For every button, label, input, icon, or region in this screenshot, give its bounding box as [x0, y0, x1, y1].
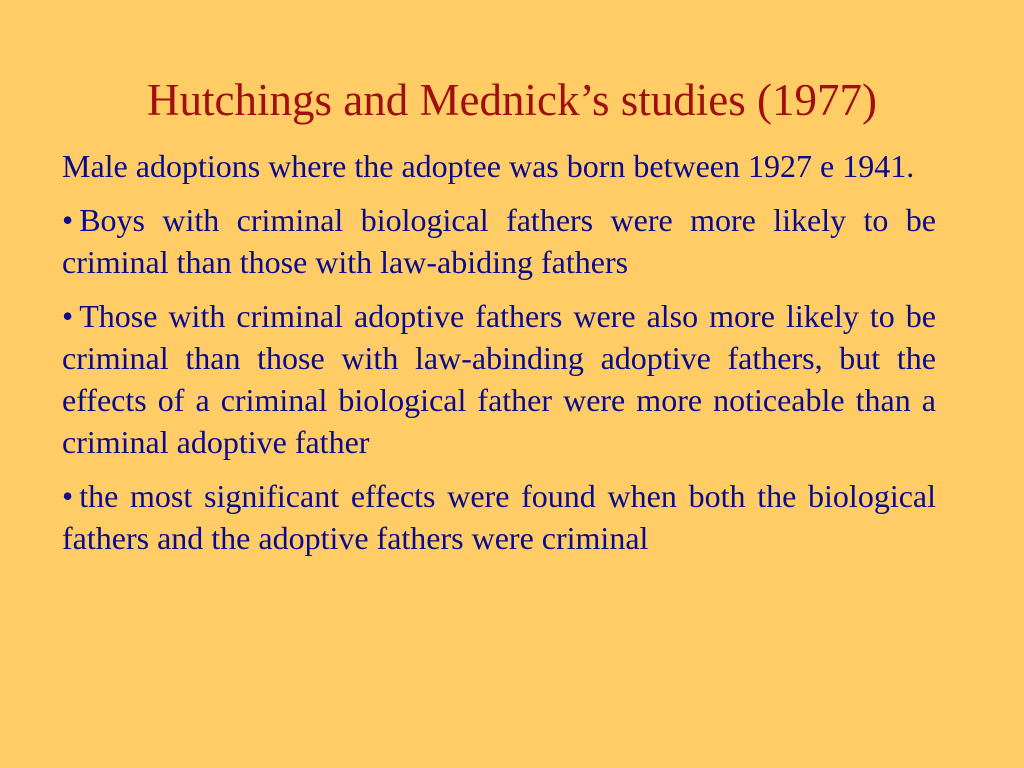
bullet-item-1 [62, 199, 936, 283]
bullet-marker: • [62, 478, 74, 514]
bullet-marker: • [62, 202, 74, 238]
bullet-text: Those with criminal adoptive fathers were also more likely to be criminal than those with law-abinding adoptive fathers, but the effects of a criminal biological father were more noticeable than a criminal adoptive father [62, 298, 936, 460]
bullet-text: Boys with criminal biological fathers were more likely to be criminal than those with law-abiding fathers [62, 202, 936, 280]
bullet-marker: • [62, 298, 74, 334]
bullet-text: the most significant effects were found when both the biological fathers and the adoptive fathers were criminal [62, 478, 936, 556]
bullet-item-2 [62, 295, 936, 463]
slide-title: Hutchings and Mednick’s studies (1977) [147, 75, 877, 125]
intro-paragraph: Male adoptions where the adoptee was born between 1927 e 1941. [62, 148, 915, 184]
slide-body [62, 145, 936, 571]
bullet-item-3 [62, 475, 936, 559]
